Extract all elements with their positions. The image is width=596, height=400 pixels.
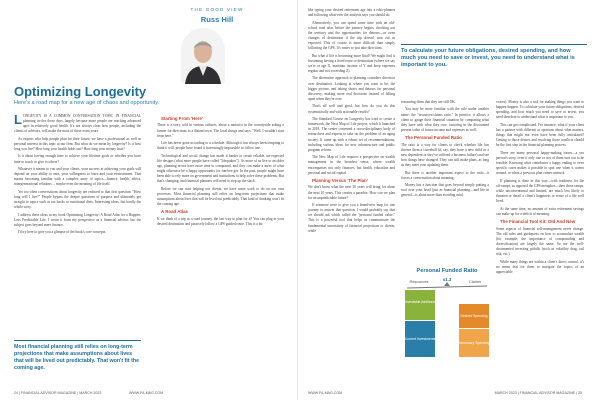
- callout-quote: To calculate your future obligations, desired spending, and how much you need to save or invest, you need to understand what is important to you.: [401, 44, 587, 70]
- investable-additions-box: [405, 290, 435, 320]
- right-column-2: [401, 100, 489, 201]
- paragraph: As experts who help people plan for their future, we have a professional as well as personal interest in this topic at our firm. But what do we mean by longevity? Is it how long you live? How long your health holds out? How long your money lasts?: [14, 136, 141, 152]
- author-byline: Russ Hill: [200, 15, 234, 24]
- page-folio: 24 | FINANCIAL ADVISOR MAGAZINE | MARCH 2023: [14, 391, 102, 395]
- paragraph: If someone were to give you a brand-new map for one journey to answer that question, I would probably say that we should ask which called the "personal funded value." This is a powerful tool that helps us communicate the fundamental uncertainty of financial projections to clients, while: [308, 203, 395, 233]
- paragraph: Before we can start helping our clients, we have some work to do on our own processes. Most financial planning still relies on long-term projections that make assumptions about lives that will be lived out predictably. That kind of thinking won't fit the coming age.: [157, 186, 285, 207]
- paragraph: I address these ideas in my book Optimizing Longevity: A Road Atlas for a Happier, Less Predictable Life. I wrote it from my perspective as a financial advisor, but the subject goes beyond mere finance.: [14, 212, 141, 227]
- paragraph: But there is another important aspect to the ratio—it forces a conversation about meaning.: [401, 170, 489, 180]
- paragraph: The ratio is a way for clients to check whether life has thrown them a curveball (if, say, they have a new child or a new dependent or they've suffered a business failure) and see how things have changed. They can still make plans, as long as they meet your updating them.: [401, 142, 489, 168]
- paragraph: There is a story, told in various cultures, about a motorist in the countryside asking a farmer for directions to a distant town. The local shrugs and says, "Well, I wouldn't start from here.": [157, 123, 284, 138]
- personal-funded-ratio-diagram: [401, 268, 493, 368]
- scale-beam: [407, 286, 487, 288]
- paragraph: Yet too often conversations about longevity are reduced to that first question: "How long will I live?" People bypass the deeper questions of purpose and ultimately get straight to topics such as tax hacks or nutritional diets. Interesting ideas, but hardly the whole story.: [14, 189, 141, 210]
- resources-label: Resources: [409, 279, 429, 284]
- right-page: [298, 0, 596, 400]
- paragraph: We don't know what the next 30 years will bring, let alone the next 10 years. This creates a paradox: How can we plan for an unpredictable future?: [308, 185, 395, 200]
- paragraph: If planning is done in this way—with readiness for the off-ramps, as opposed the GPS metaphor—then those ramps, while unconventional and limited, are much less likely to threaten or derail a client's happiness or sense of a life well lived.: [496, 178, 584, 204]
- paragraph: But what if life is becoming more fluid? We might find it frustrating having a fixed route or destination (where we say we're at age X, maintain income of Y and keep expenses regular and not exceeding Z).: [308, 53, 395, 74]
- paragraph: Whatever it means to you and your clients, your success at achieving your goals will depend on your ability to earn, your willingness to learn and your environment. That means becoming familiar with a complex array of topics—finance, health, ethics, intergenerational relations ... maybe even the meaning of life itself.: [14, 166, 141, 187]
- paragraph: The Standard Course on Longevity has tried to create a framework, the Next Map of Life project, which it launched in 2018. The center convened a cross-disciplinary body of researchers and experts to take on the problem of an aging society. It came up with a robust set of recommendations, including various ideas for new infrastructure and public program reform.: [308, 116, 395, 152]
- paragraph: Technological and social change has made it harder to create reliable, un-expected life designs (what more people have called "lifequakes"). As more of us live to an older age, planning errors have more time to compound, and they can make a mess of what might otherwise be a happy opportunity for fun-bee ger. In the past, people might have been able to rely more on government and institutions to help solve these problems. But that's changing, and financial planners will need to step up the slack.: [157, 153, 284, 184]
- paragraph: That's all well and good, but how do you do this systematically and with actionable results?: [308, 104, 395, 114]
- funded-ratio-graphic: [401, 274, 493, 364]
- left-column-2: [157, 114, 284, 229]
- left-column-1: [14, 114, 141, 238]
- paragraph: Alternatively, you can spend some time with an old-school road atlas before the journey begins, checking out the territory and the opportunities for detours—or even changes of destination if the trip doesn't turn out as expected. This of course is more difficult than simply following the GPS. It's easier to just take directions.: [308, 20, 395, 51]
- section-heading: The Personal Funded Ratio: [405, 135, 462, 141]
- diagram-title: Personal Funded Ratio: [416, 268, 478, 274]
- ratio-label: x1.3: [442, 277, 452, 282]
- paragraph: reassuring them that they are still OK.: [401, 100, 456, 104]
- paragraph: voices). Money is also a tool for making things you want to happen happen. To calculate your future obligations, desired spending, and how much you need to save or invest, you need therefore to understand what is important to you.: [496, 100, 584, 120]
- paragraph: You may be more familiar with the rule under another name: the "resources/claims ratio." In practice, it allows a client to gauge their financial situation by comparing what they have with what they owe, factoring in the discounted present value of future income and expenses as well.: [401, 107, 489, 132]
- paragraph: I'd try here to give you a glimpse of the book's core concepts.: [18, 230, 107, 235]
- claims-label: Claims: [468, 279, 482, 284]
- drop-cap: L: [14, 112, 22, 127]
- paragraph: Life has never gone according to a schedule. Although it has always been tempting to think it will, people have found it increasingly impossible to follow one.: [157, 141, 284, 151]
- page-folio: MARCH 2023 | FINANCIAL ADVISOR MAGAZINE | 25: [494, 391, 582, 395]
- section-heading: The Financial Tool Kit: Old And New: [500, 219, 576, 225]
- paragraph: There are many personal happy-making issues—a yes person's story, even if only one or two of them turn out to be feasible. Knowing what contributes a happy ending to even specific cases makes it possible to spot one when it comes around, or when a previous plan comes unstuck.: [496, 150, 584, 176]
- section-heading: Starting From 'Here': [161, 116, 203, 121]
- right-column-1: [308, 8, 395, 236]
- paragraph: LONGEVITY IS A COMMON CONVERSATION TOPIC IN FINANCIAL planning circles these days, largely because more people are reaching advanced ages in relatively good health. It's not always clear how people, including the clients of advisors, will make the most of these extra years.: [14, 112, 141, 134]
- author-portrait: [181, 28, 225, 84]
- website-url[interactable]: WWW.FA-MAG.COM: [308, 391, 343, 395]
- author-photo-icon: [181, 28, 225, 84]
- section-heading: Planning Versus 'The Plan': [312, 178, 368, 183]
- paragraph: This can get complicated. For instance, what if your client has a partner with different or opinions about what matters, things that might not even have been fully articulated? Getting to those desires and resolving those conflicts should be the first step in the financial planning process.: [496, 122, 584, 148]
- article-dek: Here's a road map for a new age of chaos and opportunity.: [14, 100, 160, 106]
- paragraph: While many things are within a client's direct control, it's no mean feat for them to navigate the topics of an appreciable: [496, 259, 584, 274]
- paragraph: Some aspects of financial self-management never change. The old rules and guideposts on how to accumulate wealth (for example, the importance of compounding and diversification) are largely the same. So are the well-documented investing pitfalls (such as volatility drag, tail risk, etc.).: [496, 226, 584, 257]
- right-column-3: [496, 100, 584, 277]
- current-investments-label: Current Investments: [404, 337, 436, 341]
- pull-quote: Most financial planning still relies on long-term projections that make assumptions about lives that will be lived out predictably. That won't fit the coming age.: [14, 340, 141, 372]
- article-headline: Optimizing Longevity: [14, 84, 147, 99]
- paragraph: At the same time, no amount of extra retirement savings can make up for a deficit of meaning.: [496, 206, 584, 216]
- investable-additions-label: Investable Additions: [404, 300, 436, 304]
- section-heading: A Road Atlas: [161, 209, 188, 215]
- column-kicker: THE GOOD VIEW: [190, 7, 244, 12]
- paragraph: The alternative approach to planning considers direction over destination. Looking at where you want to be, the bigger picture, and taking shorts and detours for personal discovery, making more real decisions instead of falling apart when they're over.: [308, 76, 395, 102]
- desired-spending-label: Desired Spending: [460, 314, 488, 318]
- scale-pivot-icon: [444, 282, 450, 286]
- paragraph: like typing your desired retirement age into a robo-planner and following what-ever the analysis says you should do.: [308, 8, 395, 18]
- paragraph: If we think of a trip as a road journey, the last way to plan for it? You can plug in your desired destination and passively follow a GPS-guided route. This is a bit: [157, 216, 284, 226]
- website-url[interactable]: WWW.FA-MAG.COM: [129, 391, 164, 395]
- paragraph: Money has a function that goes beyond simply putting a roof over your head (just as financial planning—and life in general—is about more than avoiding ruin).: [401, 183, 489, 198]
- necessary-spending-label: Necessary Spending: [458, 341, 490, 345]
- paragraph: Is it about having enough time to achieve your lifetime goals or whether you have time to touch or give to others?: [14, 154, 141, 164]
- paragraph: The New Map of Life requires a perspective on wealth management in the broadest sense, where wealth encompasses not only finances, but health, education and personal and social capital.: [308, 155, 395, 175]
